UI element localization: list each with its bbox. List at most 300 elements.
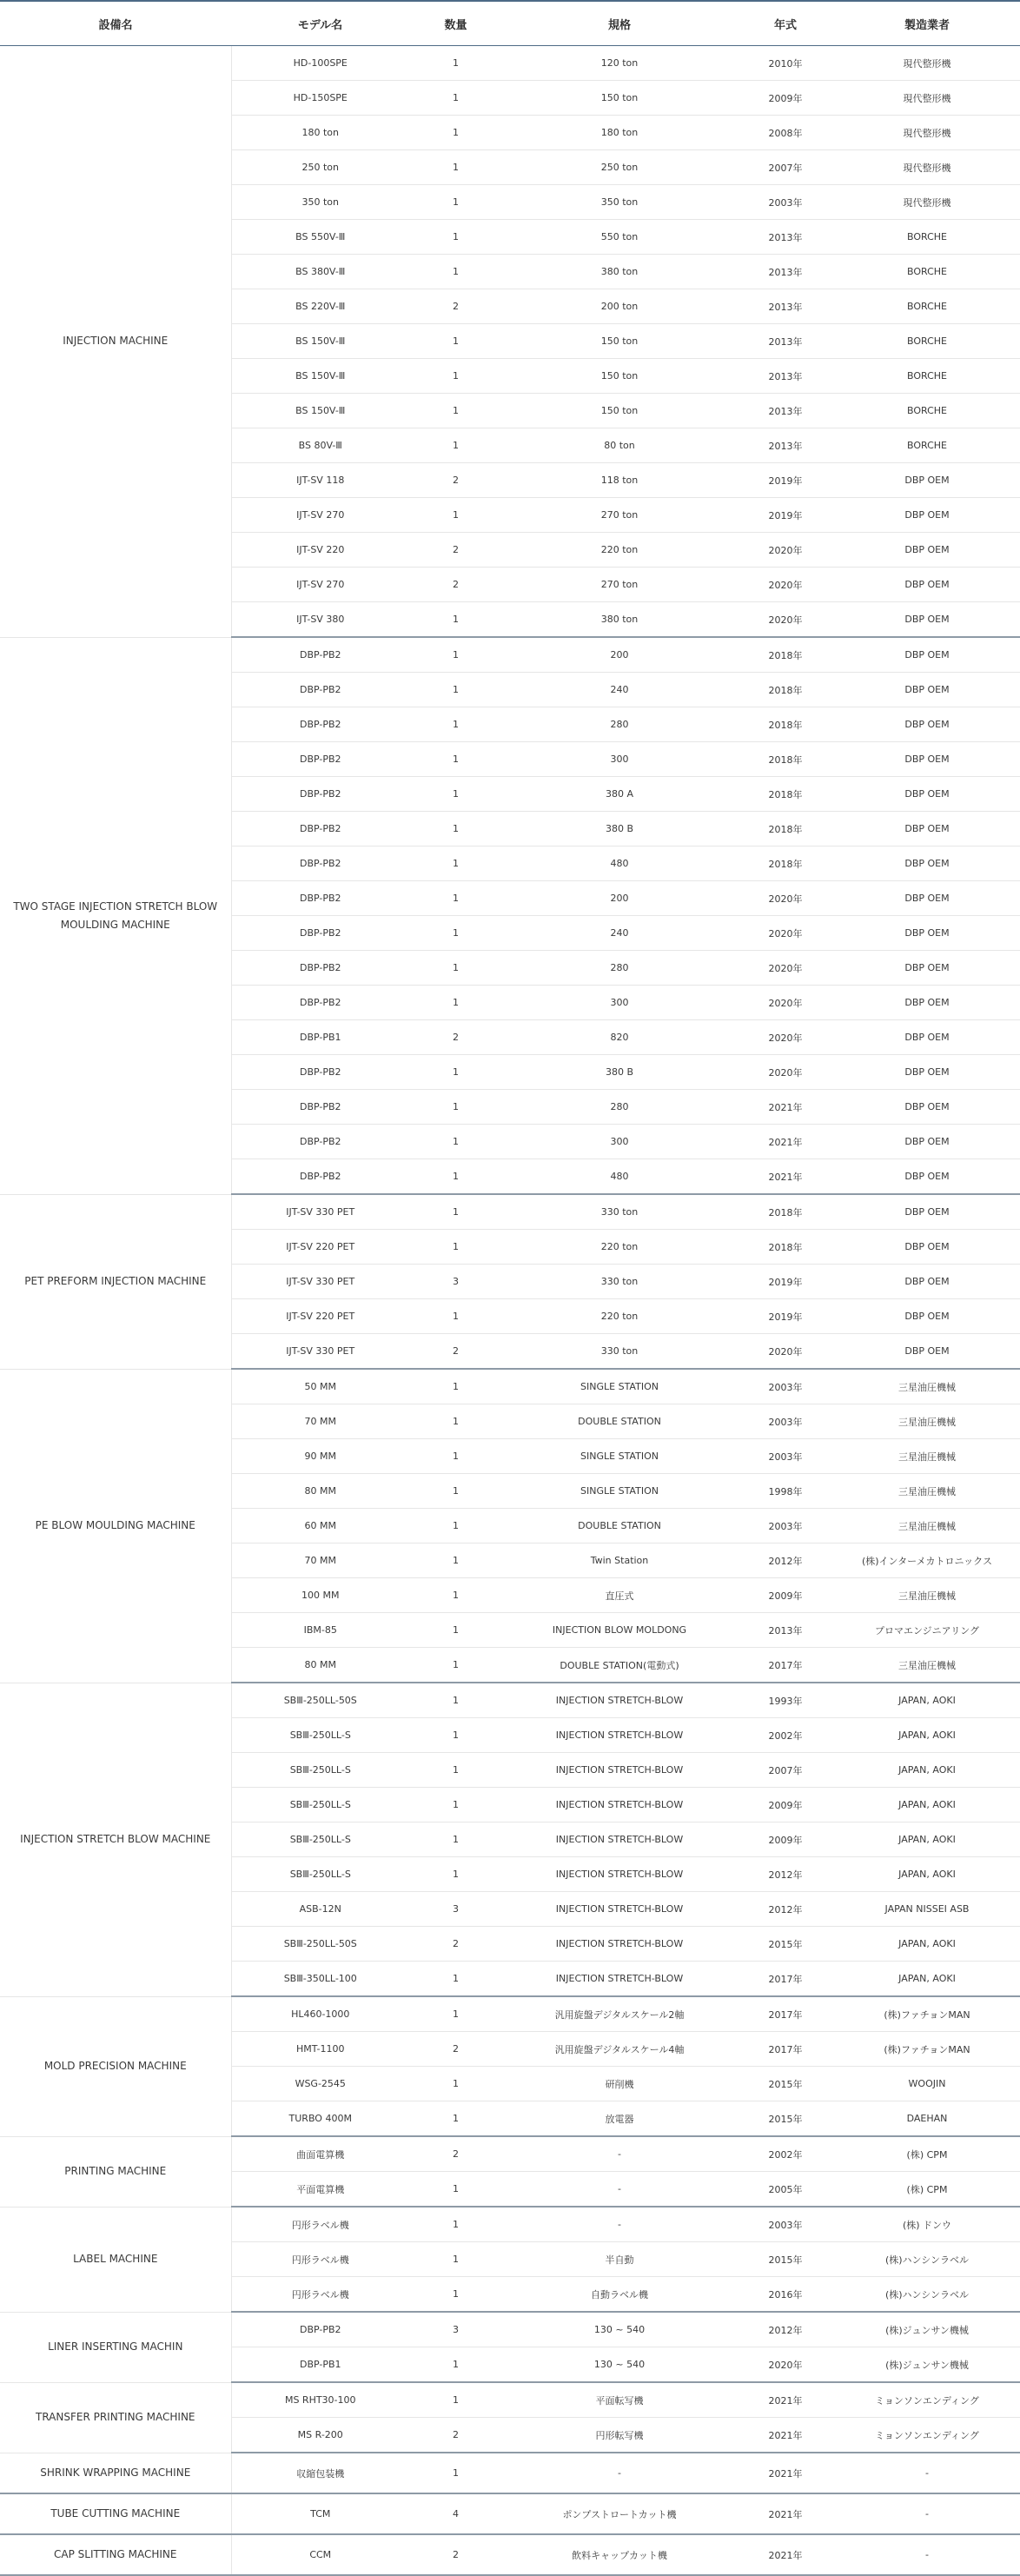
spec-cell: DOUBLE STATION — [502, 1404, 737, 1439]
quantity-cell: 1 — [409, 81, 502, 116]
header-equipment-name: 設備名 — [0, 1, 231, 46]
quantity-cell: 1 — [409, 185, 502, 220]
header-year: 年式 — [737, 1, 834, 46]
manufacturer-cell: DBP OEM — [834, 1230, 1020, 1265]
spec-cell: 550 ton — [502, 220, 737, 255]
manufacturer-cell: 現代整形機 — [834, 46, 1020, 81]
model-cell: SBⅢ-250LL-S — [231, 1718, 409, 1753]
year-cell: 2013年 — [737, 428, 834, 463]
manufacturer-cell: 三星油圧機械 — [834, 1369, 1020, 1404]
year-cell: 2012年 — [737, 2312, 834, 2347]
model-cell: MS R-200 — [231, 2418, 409, 2453]
quantity-cell: 1 — [409, 2172, 502, 2208]
model-cell: BS 150V-Ⅲ — [231, 359, 409, 394]
quantity-cell: 3 — [409, 2312, 502, 2347]
spec-cell: INJECTION STRETCH-BLOW — [502, 1718, 737, 1753]
quantity-cell: 4 — [409, 2493, 502, 2534]
spec-cell: 130 ~ 540 — [502, 2312, 737, 2347]
quantity-cell: 2 — [409, 1927, 502, 1962]
model-cell: DBP-PB2 — [231, 846, 409, 881]
model-cell: DBP-PB2 — [231, 2312, 409, 2347]
quantity-cell: 2 — [409, 2418, 502, 2453]
quantity-cell: 1 — [409, 2277, 502, 2313]
model-cell: DBP-PB1 — [231, 1020, 409, 1055]
spec-cell: 280 — [502, 707, 737, 742]
equipment-group-name: MOLD PRECISION MACHINE — [0, 1996, 231, 2136]
year-cell: 2021年 — [737, 1159, 834, 1195]
model-cell: DBP-PB2 — [231, 1159, 409, 1195]
quantity-cell: 1 — [409, 602, 502, 638]
manufacturer-cell: DBP OEM — [834, 707, 1020, 742]
model-cell: DBP-PB2 — [231, 1090, 409, 1125]
quantity-cell: 1 — [409, 394, 502, 428]
quantity-cell: 1 — [409, 428, 502, 463]
year-cell: 2018年 — [737, 742, 834, 777]
quantity-cell: 1 — [409, 1753, 502, 1788]
quantity-cell: 1 — [409, 1055, 502, 1090]
model-cell: IJT-SV 220 PET — [231, 1230, 409, 1265]
manufacturer-cell: (株)ファチョンMAN — [834, 1996, 1020, 2032]
spec-cell: 480 — [502, 846, 737, 881]
year-cell: 2012年 — [737, 1857, 834, 1892]
quantity-cell: 2 — [409, 289, 502, 324]
quantity-cell: 1 — [409, 1788, 502, 1822]
year-cell: 2015年 — [737, 2242, 834, 2277]
year-cell: 2015年 — [737, 1927, 834, 1962]
year-cell: 2017年 — [737, 2032, 834, 2067]
model-cell: DBP-PB2 — [231, 1055, 409, 1090]
spec-cell: DOUBLE STATION(電動式) — [502, 1648, 737, 1683]
spec-cell: 330 ton — [502, 1334, 737, 1370]
equipment-group-name: INJECTION MACHINE — [0, 46, 231, 638]
model-cell: 収縮包装機 — [231, 2453, 409, 2493]
model-cell: IJT-SV 220 PET — [231, 1299, 409, 1334]
quantity-cell: 1 — [409, 498, 502, 533]
spec-cell: - — [502, 2207, 737, 2242]
quantity-cell: 1 — [409, 1857, 502, 1892]
quantity-cell: 1 — [409, 1125, 502, 1159]
year-cell: 2002年 — [737, 1718, 834, 1753]
spec-cell: 150 ton — [502, 394, 737, 428]
manufacturer-cell: DBP OEM — [834, 986, 1020, 1020]
spec-cell: ポンプストロートカット機 — [502, 2493, 737, 2534]
manufacturer-cell: JAPAN, AOKI — [834, 1753, 1020, 1788]
spec-cell: INJECTION STRETCH-BLOW — [502, 1962, 737, 1997]
manufacturer-cell: BORCHE — [834, 289, 1020, 324]
model-cell: DBP-PB2 — [231, 812, 409, 846]
spec-cell: 130 ~ 540 — [502, 2347, 737, 2383]
quantity-cell: 1 — [409, 881, 502, 916]
model-cell: WSG-2545 — [231, 2067, 409, 2101]
year-cell: 2003年 — [737, 2207, 834, 2242]
model-cell: 70 MM — [231, 1544, 409, 1578]
equipment-group-name: SHRINK WRAPPING MACHINE — [0, 2453, 231, 2493]
quantity-cell: 1 — [409, 1822, 502, 1857]
spec-cell: 150 ton — [502, 324, 737, 359]
model-cell: TCM — [231, 2493, 409, 2534]
spec-cell: 半自動 — [502, 2242, 737, 2277]
equipment-group-name: TWO STAGE INJECTION STRETCH BLOW MOULDING MACHINE — [0, 637, 231, 1194]
spec-cell: INJECTION STRETCH-BLOW — [502, 1683, 737, 1718]
quantity-cell: 1 — [409, 1194, 502, 1230]
spec-cell: Twin Station — [502, 1544, 737, 1578]
manufacturer-cell: DBP OEM — [834, 916, 1020, 951]
quantity-cell: 2 — [409, 1020, 502, 1055]
model-cell: 100 MM — [231, 1578, 409, 1613]
model-cell: IJT-SV 270 — [231, 568, 409, 602]
manufacturer-cell: - — [834, 2534, 1020, 2575]
table-row — [0, 1996, 1020, 2032]
quantity-cell: 1 — [409, 255, 502, 289]
spec-cell: 220 ton — [502, 533, 737, 568]
quantity-cell: 1 — [409, 777, 502, 812]
year-cell: 2013年 — [737, 324, 834, 359]
year-cell: 2018年 — [737, 673, 834, 707]
quantity-cell: 1 — [409, 1544, 502, 1578]
equipment-group-name: LINER INSERTING MACHIN — [0, 2312, 231, 2382]
year-cell: 2003年 — [737, 1439, 834, 1474]
spec-cell: 820 — [502, 1020, 737, 1055]
table-row — [0, 1683, 1020, 1718]
spec-cell: 200 — [502, 637, 737, 673]
model-cell: BS 550V-Ⅲ — [231, 220, 409, 255]
manufacturer-cell: DBP OEM — [834, 1299, 1020, 1334]
year-cell: 2019年 — [737, 498, 834, 533]
equipment-group-name: PRINTING MACHINE — [0, 2136, 231, 2207]
spec-cell: SINGLE STATION — [502, 1474, 737, 1509]
year-cell: 2018年 — [737, 846, 834, 881]
spec-cell: 平面転写機 — [502, 2382, 737, 2418]
manufacturer-cell: 三星油圧機械 — [834, 1578, 1020, 1613]
manufacturer-cell: JAPAN, AOKI — [834, 1962, 1020, 1997]
header-quantity: 数量 — [409, 1, 502, 46]
manufacturer-cell: 現代整形機 — [834, 185, 1020, 220]
manufacturer-cell: WOOJIN — [834, 2067, 1020, 2101]
model-cell: TURBO 400M — [231, 2101, 409, 2137]
quantity-cell: 1 — [409, 707, 502, 742]
manufacturer-cell: BORCHE — [834, 220, 1020, 255]
table-header — [0, 1, 1020, 46]
quantity-cell: 1 — [409, 1439, 502, 1474]
year-cell: 2007年 — [737, 150, 834, 185]
quantity-cell: 2 — [409, 463, 502, 498]
manufacturer-cell: (株)ハンシンラベル — [834, 2242, 1020, 2277]
spec-cell: INJECTION BLOW MOLDONG — [502, 1613, 737, 1648]
year-cell: 2002年 — [737, 2136, 834, 2172]
manufacturer-cell: DBP OEM — [834, 673, 1020, 707]
manufacturer-cell: DBP OEM — [834, 568, 1020, 602]
year-cell: 2020年 — [737, 533, 834, 568]
quantity-cell: 1 — [409, 359, 502, 394]
model-cell: DBP-PB2 — [231, 673, 409, 707]
manufacturer-cell: (株) ドンウ — [834, 2207, 1020, 2242]
manufacturer-cell: (株) CPM — [834, 2172, 1020, 2208]
spec-cell: 380 A — [502, 777, 737, 812]
manufacturer-cell: 現代整形機 — [834, 81, 1020, 116]
model-cell: SBⅢ-250LL-50S — [231, 1683, 409, 1718]
year-cell: 2020年 — [737, 1020, 834, 1055]
year-cell: 2007年 — [737, 1753, 834, 1788]
spec-cell: 80 ton — [502, 428, 737, 463]
table-row — [0, 2493, 1020, 2534]
model-cell: 円形ラベル機 — [231, 2242, 409, 2277]
manufacturer-cell: BORCHE — [834, 324, 1020, 359]
spec-cell: INJECTION STRETCH-BLOW — [502, 1788, 737, 1822]
quantity-cell: 1 — [409, 742, 502, 777]
year-cell: 2013年 — [737, 1613, 834, 1648]
year-cell: 2018年 — [737, 812, 834, 846]
model-cell: DBP-PB2 — [231, 951, 409, 986]
table-row — [0, 2207, 1020, 2242]
spec-cell: 240 — [502, 916, 737, 951]
spec-cell: 300 — [502, 742, 737, 777]
year-cell: 2021年 — [737, 2453, 834, 2493]
equipment-group-name: INJECTION STRETCH BLOW MACHINE — [0, 1683, 231, 1996]
quantity-cell: 1 — [409, 1996, 502, 2032]
spec-cell: 118 ton — [502, 463, 737, 498]
spec-cell: DOUBLE STATION — [502, 1509, 737, 1544]
model-cell: 80 MM — [231, 1474, 409, 1509]
quantity-cell: 1 — [409, 2067, 502, 2101]
model-cell: HD-150SPE — [231, 81, 409, 116]
manufacturer-cell: DBP OEM — [834, 602, 1020, 638]
spec-cell: 330 ton — [502, 1265, 737, 1299]
quantity-cell: 1 — [409, 2101, 502, 2137]
manufacturer-cell: BORCHE — [834, 359, 1020, 394]
year-cell: 2003年 — [737, 185, 834, 220]
quantity-cell: 1 — [409, 46, 502, 81]
quantity-cell: 2 — [409, 1334, 502, 1370]
equipment-group-name: TUBE CUTTING MACHINE — [0, 2493, 231, 2534]
manufacturer-cell: (株)ファチョンMAN — [834, 2032, 1020, 2067]
manufacturer-cell: 現代整形機 — [834, 116, 1020, 150]
year-cell: 2021年 — [737, 2382, 834, 2418]
model-cell: BS 80V-Ⅲ — [231, 428, 409, 463]
header-manufacturer: 製造業者 — [834, 1, 1020, 46]
model-cell: 70 MM — [231, 1404, 409, 1439]
year-cell: 2015年 — [737, 2101, 834, 2137]
manufacturer-cell: DBP OEM — [834, 881, 1020, 916]
quantity-cell: 1 — [409, 812, 502, 846]
quantity-cell: 1 — [409, 1962, 502, 1997]
model-cell: 90 MM — [231, 1439, 409, 1474]
model-cell: DBP-PB2 — [231, 881, 409, 916]
spec-cell: 150 ton — [502, 359, 737, 394]
year-cell: 2017年 — [737, 1996, 834, 2032]
header-specification: 規格 — [502, 1, 737, 46]
manufacturer-cell: JAPAN, AOKI — [834, 1927, 1020, 1962]
year-cell: 2018年 — [737, 707, 834, 742]
year-cell: 2010年 — [737, 46, 834, 81]
quantity-cell: 1 — [409, 1509, 502, 1544]
manufacturer-cell: (株)ジュンサン機械 — [834, 2347, 1020, 2383]
equipment-group-name: PET PREFORM INJECTION MACHINE — [0, 1194, 231, 1369]
model-cell: SBⅢ-250LL-50S — [231, 1927, 409, 1962]
quantity-cell: 1 — [409, 2382, 502, 2418]
quantity-cell: 1 — [409, 673, 502, 707]
model-cell: DBP-PB2 — [231, 777, 409, 812]
spec-cell: INJECTION STRETCH-BLOW — [502, 1822, 737, 1857]
spec-cell: 汎用旋盤デジタルスケール2軸 — [502, 1996, 737, 2032]
manufacturer-cell: 現代整形機 — [834, 150, 1020, 185]
model-cell: 50 MM — [231, 1369, 409, 1404]
spec-cell: 飲料キャップカット機 — [502, 2534, 737, 2575]
year-cell: 2021年 — [737, 2493, 834, 2534]
spec-cell: - — [502, 2172, 737, 2208]
year-cell: 2005年 — [737, 2172, 834, 2208]
model-cell: DBP-PB2 — [231, 986, 409, 1020]
model-cell: IJT-SV 330 PET — [231, 1194, 409, 1230]
manufacturer-cell: ミョンソンエンディング — [834, 2418, 1020, 2453]
equipment-group-name: LABEL MACHINE — [0, 2207, 231, 2312]
quantity-cell: 1 — [409, 916, 502, 951]
quantity-cell: 1 — [409, 1474, 502, 1509]
manufacturer-cell: JAPAN, AOKI — [834, 1683, 1020, 1718]
year-cell: 2012年 — [737, 1892, 834, 1927]
equipment-group-name: CAP SLITTING MACHINE — [0, 2534, 231, 2575]
manufacturer-cell: BORCHE — [834, 428, 1020, 463]
year-cell: 1993年 — [737, 1683, 834, 1718]
quantity-cell: 3 — [409, 1265, 502, 1299]
header-model-name: モデル名 — [231, 1, 409, 46]
table-row — [0, 2312, 1020, 2347]
manufacturer-cell: DBP OEM — [834, 498, 1020, 533]
spec-cell: INJECTION STRETCH-BLOW — [502, 1892, 737, 1927]
quantity-cell: 2 — [409, 533, 502, 568]
model-cell: IBM-85 — [231, 1613, 409, 1648]
year-cell: 2020年 — [737, 951, 834, 986]
spec-cell: 240 — [502, 673, 737, 707]
year-cell: 2013年 — [737, 255, 834, 289]
model-cell: IJT-SV 380 — [231, 602, 409, 638]
manufacturer-cell: (株) CPM — [834, 2136, 1020, 2172]
spec-cell: 270 ton — [502, 568, 737, 602]
equipment-group-name: TRANSFER PRINTING MACHINE — [0, 2382, 231, 2453]
year-cell: 1998年 — [737, 1474, 834, 1509]
manufacturer-cell: DBP OEM — [834, 1020, 1020, 1055]
spec-cell: 280 — [502, 951, 737, 986]
manufacturer-cell: (株)ジュンサン機械 — [834, 2312, 1020, 2347]
model-cell: SBⅢ-350LL-100 — [231, 1962, 409, 1997]
year-cell: 2013年 — [737, 394, 834, 428]
manufacturer-cell: 三星油圧機械 — [834, 1509, 1020, 1544]
spec-cell: 220 ton — [502, 1299, 737, 1334]
model-cell: 円形ラベル機 — [231, 2277, 409, 2313]
quantity-cell: 2 — [409, 2534, 502, 2575]
model-cell: IJT-SV 118 — [231, 463, 409, 498]
year-cell: 2017年 — [737, 1648, 834, 1683]
model-cell: DBP-PB2 — [231, 707, 409, 742]
quantity-cell: 1 — [409, 951, 502, 986]
year-cell: 2013年 — [737, 289, 834, 324]
spec-cell: 380 B — [502, 1055, 737, 1090]
year-cell: 2021年 — [737, 1090, 834, 1125]
quantity-cell: 1 — [409, 1718, 502, 1753]
table-row — [0, 46, 1020, 81]
model-cell: 250 ton — [231, 150, 409, 185]
spec-cell: 150 ton — [502, 81, 737, 116]
year-cell: 2020年 — [737, 1334, 834, 1370]
quantity-cell: 1 — [409, 1613, 502, 1648]
manufacturer-cell: ミョンソンエンディング — [834, 2382, 1020, 2418]
manufacturer-cell: DBP OEM — [834, 463, 1020, 498]
equipment-group-name: PE BLOW MOULDING MACHINE — [0, 1369, 231, 1683]
spec-cell: SINGLE STATION — [502, 1439, 737, 1474]
quantity-cell: 1 — [409, 1578, 502, 1613]
spec-cell: 直圧式 — [502, 1578, 737, 1613]
year-cell: 2013年 — [737, 359, 834, 394]
manufacturer-cell: DBP OEM — [834, 1194, 1020, 1230]
model-cell: BS 380V-Ⅲ — [231, 255, 409, 289]
model-cell: DBP-PB2 — [231, 637, 409, 673]
year-cell: 2018年 — [737, 637, 834, 673]
year-cell: 2019年 — [737, 1299, 834, 1334]
manufacturer-cell: JAPAN NISSEI ASB — [834, 1892, 1020, 1927]
model-cell: ASB-12N — [231, 1892, 409, 1927]
manufacturer-cell: JAPAN, AOKI — [834, 1857, 1020, 1892]
year-cell: 2021年 — [737, 2418, 834, 2453]
spec-cell: INJECTION STRETCH-BLOW — [502, 1753, 737, 1788]
spec-cell: - — [502, 2136, 737, 2172]
manufacturer-cell: DBP OEM — [834, 742, 1020, 777]
spec-cell: - — [502, 2453, 737, 2493]
year-cell: 2017年 — [737, 1962, 834, 1997]
manufacturer-cell: DBP OEM — [834, 1159, 1020, 1195]
model-cell: IJT-SV 330 PET — [231, 1334, 409, 1370]
spec-cell: SINGLE STATION — [502, 1369, 737, 1404]
spec-cell: 汎用旋盤デジタルスケール4軸 — [502, 2032, 737, 2067]
quantity-cell: 1 — [409, 220, 502, 255]
year-cell: 2009年 — [737, 81, 834, 116]
model-cell: DBP-PB1 — [231, 2347, 409, 2383]
quantity-cell: 1 — [409, 1159, 502, 1195]
model-cell: IJT-SV 220 — [231, 533, 409, 568]
year-cell: 2018年 — [737, 1194, 834, 1230]
manufacturer-cell: 三星油圧機械 — [834, 1648, 1020, 1683]
spec-cell: 350 ton — [502, 185, 737, 220]
table-row — [0, 2382, 1020, 2418]
model-cell: HL460-1000 — [231, 1996, 409, 2032]
model-cell: HMT-1100 — [231, 2032, 409, 2067]
spec-cell: 120 ton — [502, 46, 737, 81]
year-cell: 2013年 — [737, 220, 834, 255]
year-cell: 2009年 — [737, 1822, 834, 1857]
spec-cell: 250 ton — [502, 150, 737, 185]
manufacturer-cell: DBP OEM — [834, 533, 1020, 568]
quantity-cell: 1 — [409, 846, 502, 881]
year-cell: 2020年 — [737, 916, 834, 951]
model-cell: IJT-SV 330 PET — [231, 1265, 409, 1299]
quantity-cell: 1 — [409, 2347, 502, 2383]
year-cell: 2008年 — [737, 116, 834, 150]
manufacturer-cell: DBP OEM — [834, 777, 1020, 812]
quantity-cell: 1 — [409, 1648, 502, 1683]
year-cell: 2020年 — [737, 881, 834, 916]
manufacturer-cell: JAPAN, AOKI — [834, 1788, 1020, 1822]
year-cell: 2020年 — [737, 1055, 834, 1090]
manufacturer-cell: DBP OEM — [834, 846, 1020, 881]
model-cell: CCM — [231, 2534, 409, 2575]
quantity-cell: 1 — [409, 2453, 502, 2493]
spec-cell: 研削機 — [502, 2067, 737, 2101]
table-row — [0, 2136, 1020, 2172]
manufacturer-cell: DBP OEM — [834, 637, 1020, 673]
year-cell: 2019年 — [737, 1265, 834, 1299]
year-cell: 2003年 — [737, 1404, 834, 1439]
spec-cell: 330 ton — [502, 1194, 737, 1230]
spec-cell: 380 B — [502, 812, 737, 846]
model-cell: 60 MM — [231, 1509, 409, 1544]
